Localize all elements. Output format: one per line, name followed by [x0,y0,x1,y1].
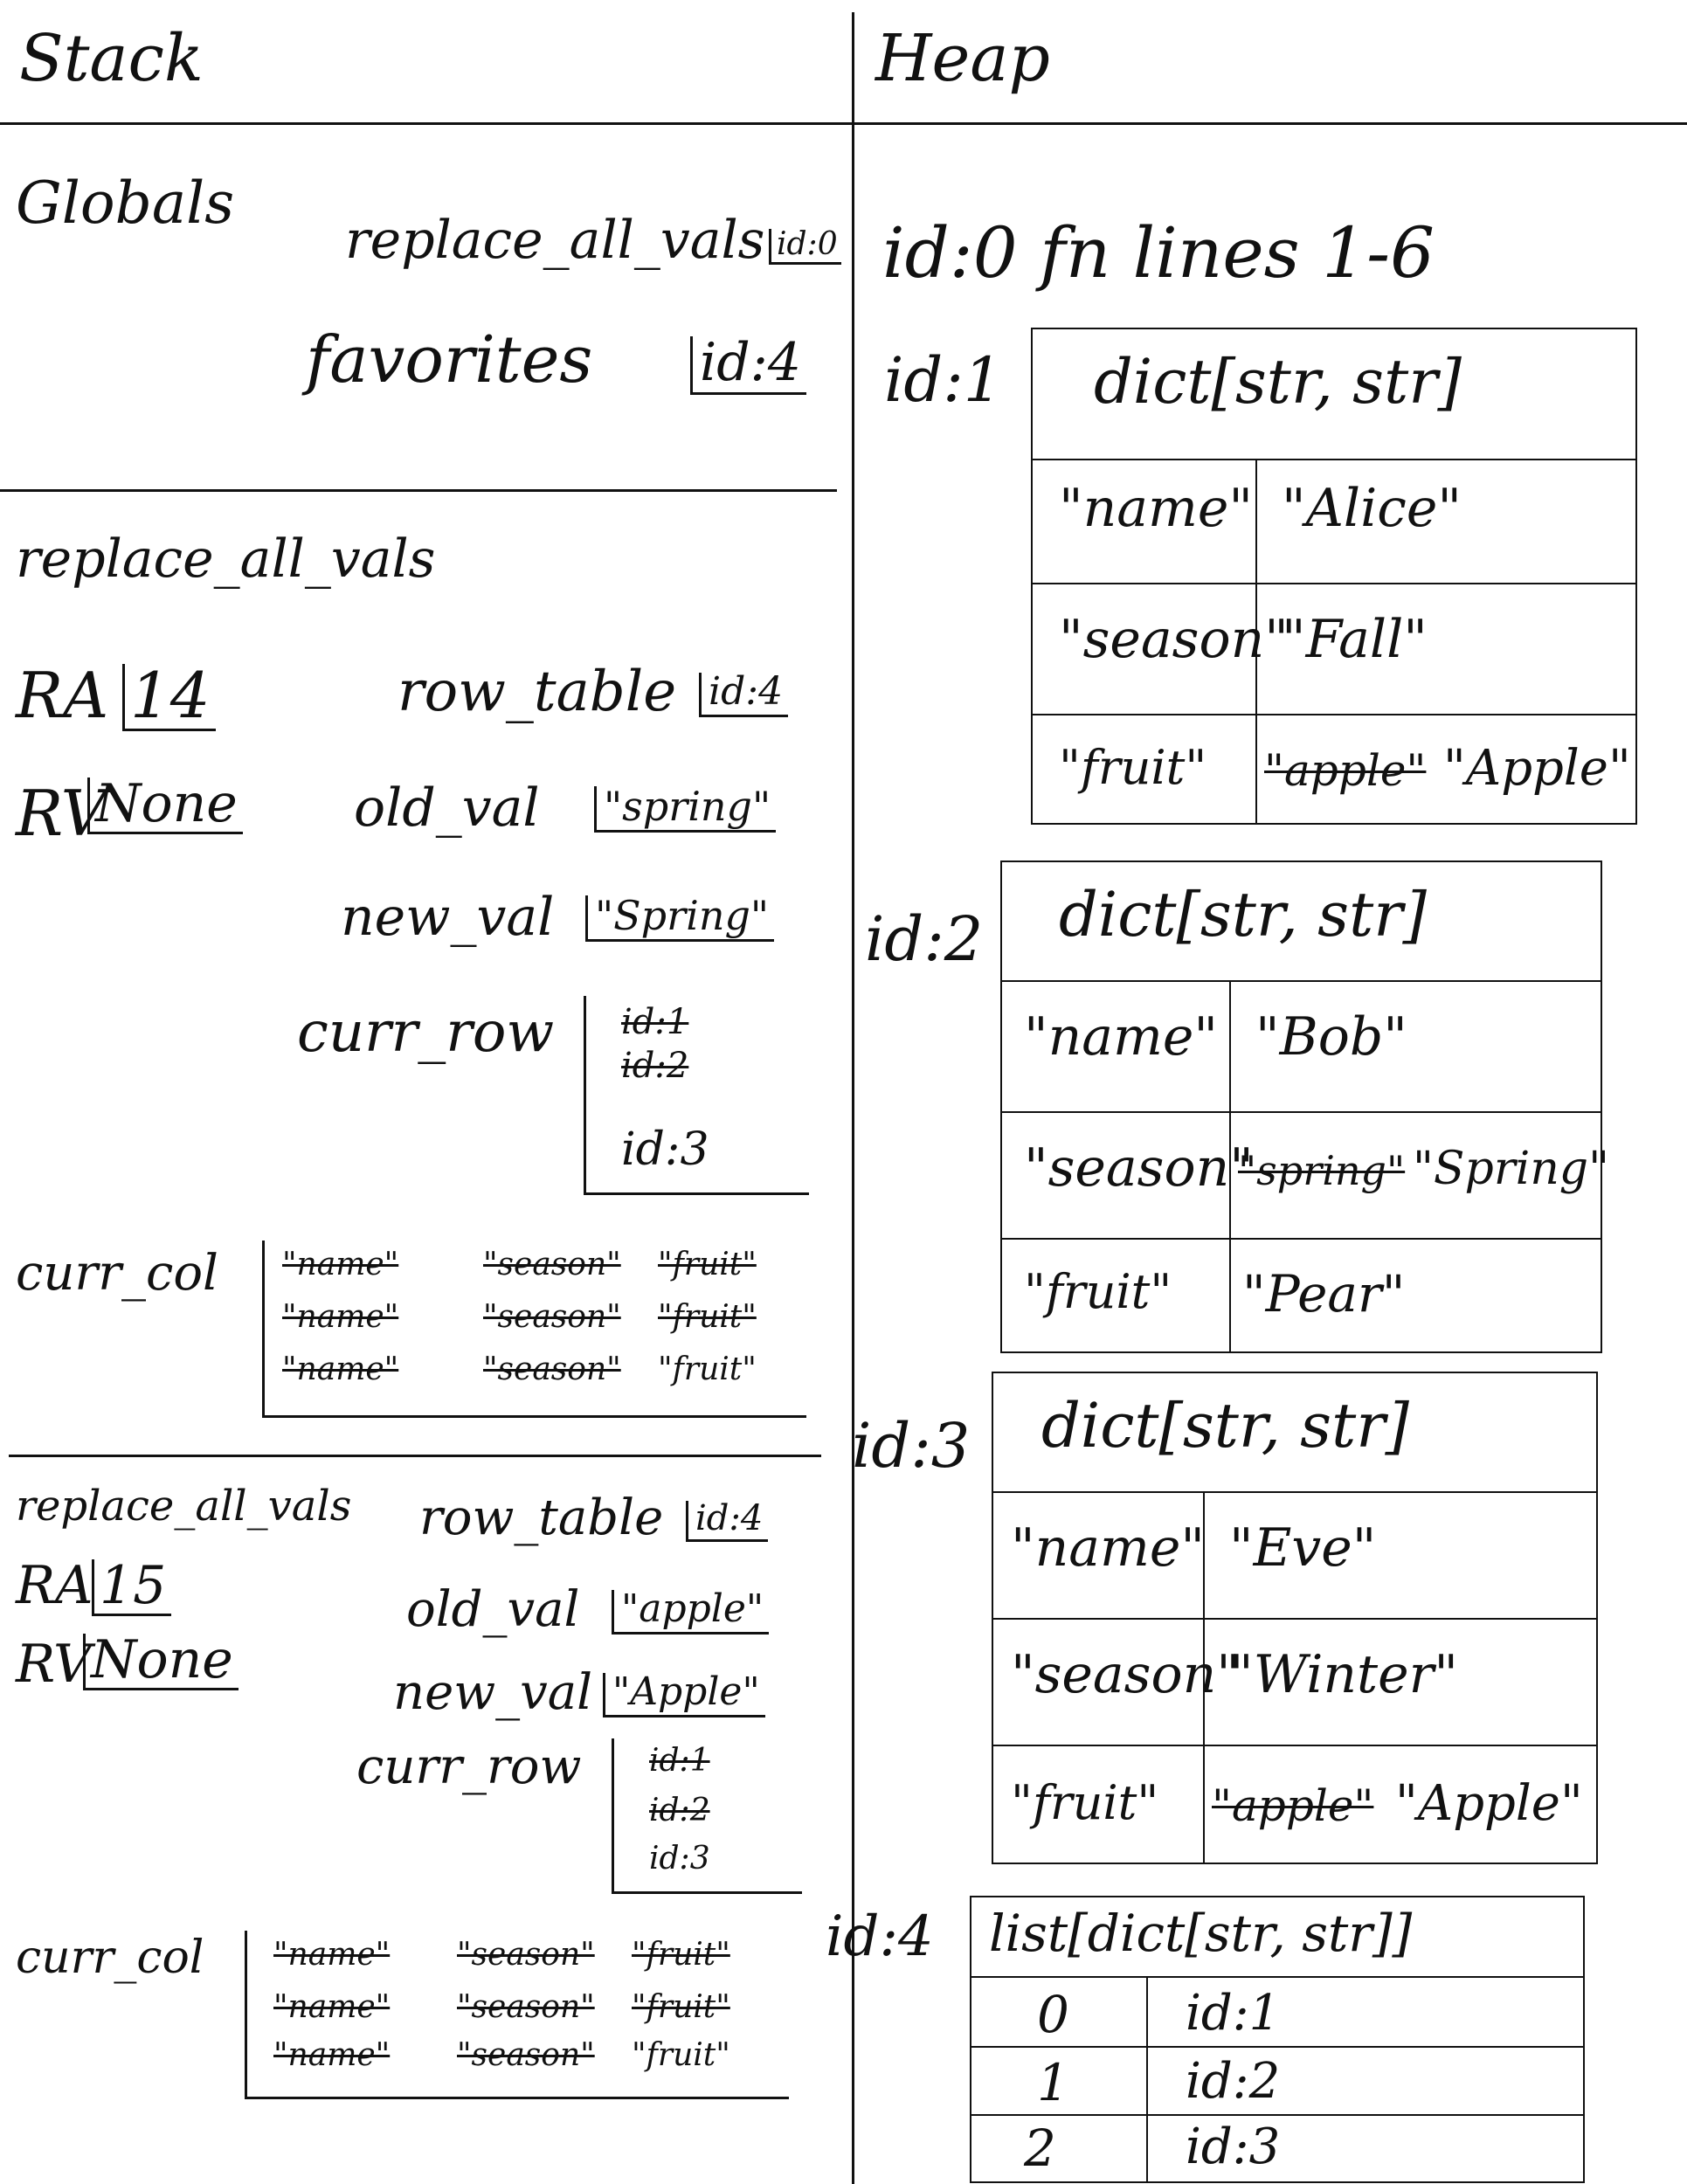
dict-object [1000,860,1610,1353]
frame-var-name: curr_row [356,1738,582,1795]
curr-col-value: "name" [282,1351,399,1387]
dict-value: "Winter" [1229,1644,1458,1705]
curr-col-value: "fruit" [658,1299,757,1335]
frame-var-name: row_table [398,660,677,724]
dict-object [992,1372,1598,1864]
frame-name: replace_all_vals [16,529,436,590]
dict-key: "fruit" [1059,740,1207,795]
global-var-name: favorites [306,322,593,397]
dict-row-divider [1002,1238,1601,1240]
dict-old-value: "apple" [1212,1780,1374,1831]
list-object [970,1896,1585,2183]
dict-value: "Apple" [1395,1775,1583,1832]
frame-var-name: curr_row [297,1000,555,1065]
dict-row-divider [993,1745,1596,1746]
curr-col-value: "season" [457,2037,595,2073]
globals-frame-divider [0,489,837,492]
dict-key: "name" [1011,1517,1206,1579]
dict-old-value: "spring" [1238,1147,1406,1194]
curr-col-value: "season" [483,1247,621,1282]
dict-key: "fruit" [1011,1775,1159,1830]
curr-col-value: "name" [273,2037,391,2073]
dict-row-divider [993,1618,1596,1620]
dict-value: "Apple" [1443,740,1631,797]
dict-key: "name" [1059,478,1254,539]
list-row-divider [971,1976,1583,1978]
dict-object [1031,328,1637,825]
list-type-header: list[dict[str, str]] [989,1904,1413,1963]
frame-ra-label: RA [16,659,109,732]
dict-row-divider [1033,583,1635,584]
frame-var-value: "Apple" [603,1673,765,1717]
curr-col-value: "season" [483,1351,621,1387]
frame-var-name: old_val [354,778,540,839]
frame-rv-label: RV [16,1634,92,1695]
curr-row-value: id:2 [649,1793,710,1828]
heap-object-id: id:2 [865,903,984,975]
dict-row-divider [1002,1111,1601,1113]
header-underline [0,122,1687,125]
dict-type-header: dict[str, str] [1094,346,1462,418]
dict-type-header: dict[str, str] [1059,879,1427,950]
curr-row-value: id:1 [621,1002,689,1042]
list-row-divider [971,2046,1583,2048]
curr-col-value: "season" [483,1299,621,1335]
frame-rv-value: None [83,1634,239,1690]
list-index: 0 [1037,1985,1069,2044]
curr-row-value: id:2 [621,1046,689,1086]
frame-rv-value: None [87,778,243,834]
curr-row-value: id:1 [649,1743,710,1779]
curr-col-value: "fruit" [632,1989,730,2025]
global-var-name: replace_all_vals [345,210,765,271]
dict-row-divider [1033,714,1635,715]
heap-object-id: id:1 [884,344,1003,416]
dict-value: "Bob" [1255,1006,1407,1068]
list-col-divider [1146,1976,1148,2181]
curr-col-value: "fruit" [658,1351,757,1387]
curr-row-box [584,996,809,1195]
frame-var-name: curr_col [16,1932,204,1984]
curr-row-box [612,1738,802,1894]
frame-var-name: curr_col [16,1245,218,1302]
frame-ra-value: 14 [122,664,216,731]
curr-col-box [245,1931,789,2099]
list-value: id:2 [1186,2053,1281,2110]
dict-value: "Spring" [1413,1143,1610,1195]
dict-key: "season" [1059,609,1289,670]
curr-col-value: "name" [273,1937,391,1973]
frame-var-value: id:4 [699,673,788,717]
frame-rv-label: RV [16,777,107,850]
dict-value: "Fall" [1282,609,1428,670]
curr-col-value: "fruit" [658,1247,757,1282]
heap-object-id: id:3 [852,1410,971,1482]
list-value: id:3 [1186,2118,1281,2175]
curr-row-value: id:3 [649,1841,710,1876]
dict-old-value: "apple" [1264,745,1427,796]
dict-row-divider [993,1491,1596,1493]
curr-col-value: "season" [457,1989,595,2025]
list-value: id:1 [1186,1985,1281,2042]
frame-ra-value: 15 [92,1559,171,1616]
dict-value: "Pear" [1242,1264,1406,1324]
frame-var-value: "apple" [612,1590,769,1635]
dict-key: "name" [1024,1006,1219,1068]
curr-col-value: "name" [282,1299,399,1335]
curr-col-value: "name" [273,1989,391,2025]
frame-var-value: "spring" [594,786,776,833]
stack-title: Stack [19,21,204,96]
frame-var-value: id:4 [686,1501,768,1542]
dict-row-divider [1002,980,1601,982]
global-var-value: id:4 [690,336,806,395]
dict-key: "season" [1024,1137,1254,1199]
dict-key: "fruit" [1024,1264,1172,1319]
curr-col-value: "fruit" [632,2037,730,2073]
stack-heap-divider [852,12,854,2184]
curr-col-value: "fruit" [632,1937,730,1973]
frame-var-name: new_val [393,1664,593,1721]
globals-label: Globals [16,169,235,237]
list-row-divider [971,2114,1583,2116]
dict-value: "Eve" [1229,1517,1377,1579]
heap-object-id: id:4 [826,1904,934,1969]
frame-var-name: old_val [406,1581,580,1638]
global-var-value: id:0 [769,229,841,265]
curr-row-value: id:3 [621,1123,709,1176]
frame-var-name: new_val [341,887,555,948]
frame-var-name: row_table [419,1489,664,1546]
heap-title: Heap [875,21,1050,96]
frame1-frame2-divider [9,1455,821,1457]
dict-value: "Alice" [1282,478,1462,539]
dict-type-header: dict[str, str] [1041,1390,1409,1462]
heap-fn-entry: id:0 fn lines 1-6 [882,212,1435,294]
curr-col-box [262,1241,806,1418]
list-index: 1 [1037,2053,1069,2112]
dict-row-divider [1033,459,1635,460]
frame-ra-label: RA [16,1555,93,1616]
frame-name: replace_all_vals [16,1482,352,1531]
list-index: 2 [1024,2118,1056,2178]
dict-key: "season" [1011,1644,1241,1705]
curr-col-value: "season" [457,1937,595,1973]
curr-col-value: "name" [282,1247,399,1282]
frame-var-value: "Spring" [585,895,774,942]
